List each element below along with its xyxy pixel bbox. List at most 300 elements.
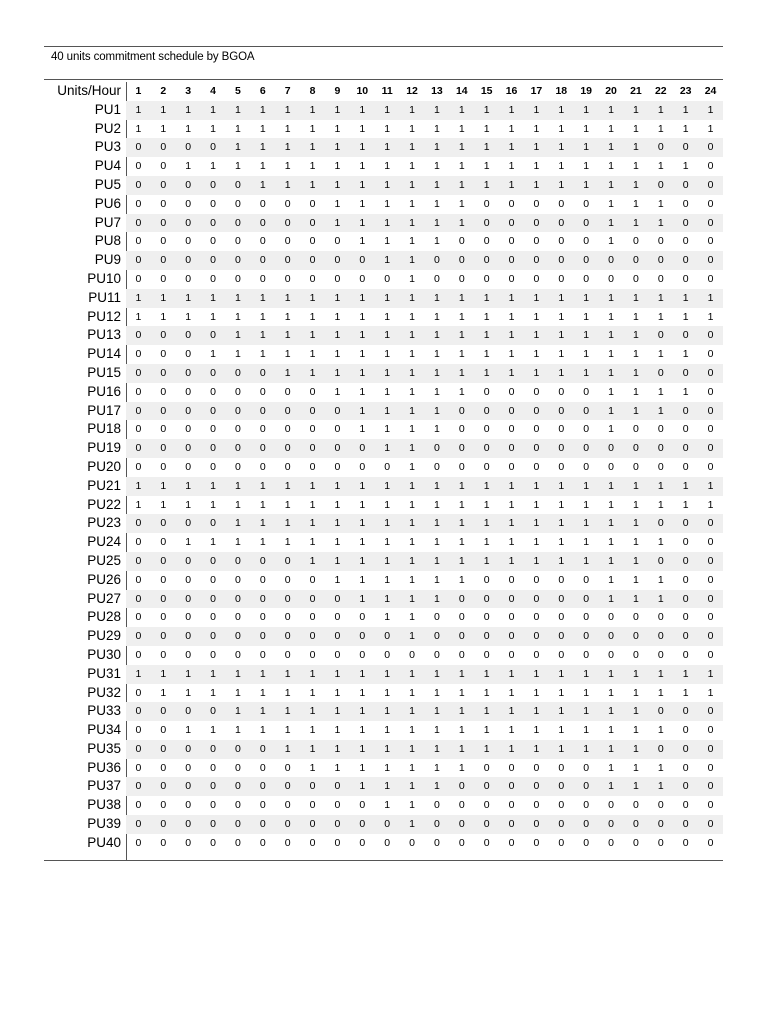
table-row (44, 571, 723, 590)
status-cell: 1 (599, 138, 624, 157)
status-cell: 0 (126, 402, 151, 421)
status-cell: 1 (210, 498, 216, 511)
status-cell: 1 (533, 724, 540, 737)
status-cell: 1 (350, 552, 375, 571)
status-cell: 1 (599, 364, 624, 383)
status-cell: 1 (574, 326, 599, 345)
status-cell: 1 (250, 702, 275, 721)
status-cell: 0 (284, 235, 291, 248)
status-cell: 0 (499, 214, 524, 233)
status-cell: 1 (633, 573, 639, 586)
status-cell: 1 (259, 536, 266, 549)
status-cell: 1 (275, 326, 300, 345)
status-cell: 1 (574, 477, 599, 496)
status-cell: 0 (176, 326, 201, 345)
status-cell: 1 (458, 573, 465, 586)
status-cell: 0 (533, 573, 540, 586)
status-cell: 1 (160, 498, 167, 511)
status-cell: 0 (449, 627, 474, 646)
status-cell: 0 (210, 799, 216, 812)
status-cell: 0 (210, 836, 216, 849)
status-cell: 1 (549, 740, 574, 759)
status-cell: 1 (624, 138, 649, 157)
status-cell: 0 (707, 761, 714, 774)
unit-label: PU7 (94, 214, 121, 230)
status-cell: 0 (375, 815, 400, 834)
status-cell: 1 (259, 348, 266, 361)
status-cell: 0 (524, 214, 549, 233)
status-cell: 0 (176, 402, 201, 421)
status-cell: 0 (425, 439, 450, 458)
status-cell: 0 (474, 627, 499, 646)
status-cell: 0 (508, 235, 515, 248)
status-cell: 0 (449, 815, 474, 834)
status-cell: 1 (483, 160, 490, 173)
status-cell: 1 (434, 235, 440, 248)
status-cell: 0 (151, 740, 176, 759)
status-cell: 0 (135, 197, 142, 210)
status-cell: 0 (707, 799, 714, 812)
status-cell: 1 (434, 573, 440, 586)
unit-label: PU35 (87, 740, 121, 756)
bottom-rule (44, 860, 723, 861)
status-cell: 0 (574, 777, 599, 796)
status-cell: 1 (449, 289, 474, 308)
status-cell: 0 (160, 272, 167, 285)
status-cell: 0 (673, 702, 698, 721)
status-cell: 1 (508, 498, 515, 511)
status-cell: 0 (409, 648, 415, 661)
hour-header: 5 (235, 85, 241, 97)
unit-label: PU13 (87, 327, 121, 343)
status-cell: 0 (151, 514, 176, 533)
status-cell: 1 (549, 514, 574, 533)
status-cell: 1 (558, 122, 565, 135)
status-cell: 0 (673, 176, 698, 195)
status-cell: 0 (583, 272, 590, 285)
status-cell: 1 (250, 289, 275, 308)
status-cell: 0 (210, 272, 216, 285)
status-cell: 1 (400, 364, 425, 383)
status-cell: 1 (400, 740, 425, 759)
status-cell: 0 (583, 385, 590, 398)
status-cell: 1 (350, 326, 375, 345)
status-cell: 0 (533, 836, 540, 849)
table-row (44, 590, 723, 609)
status-cell: 1 (458, 197, 465, 210)
status-cell: 1 (275, 138, 300, 157)
status-cell: 1 (483, 686, 490, 699)
status-cell: 1 (309, 160, 316, 173)
status-cell: 0 (499, 439, 524, 458)
status-cell: 0 (707, 235, 714, 248)
status-cell: 1 (624, 590, 649, 609)
hour-header: 3 (185, 85, 192, 97)
status-cell: 0 (226, 777, 251, 796)
unit-label: PU37 (87, 778, 121, 794)
status-cell: 1 (350, 214, 375, 233)
status-cell: 1 (400, 138, 425, 157)
header-row (44, 82, 723, 101)
status-cell: 0 (574, 590, 599, 609)
status-cell: 0 (300, 777, 325, 796)
status-cell: 0 (250, 402, 275, 421)
status-cell: 1 (250, 176, 275, 195)
status-cell: 1 (384, 197, 391, 210)
status-cell: 1 (375, 289, 400, 308)
status-cell: 1 (359, 122, 366, 135)
status-cell: 1 (574, 138, 599, 157)
status-cell: 1 (425, 101, 450, 120)
status-cell: 1 (235, 686, 241, 699)
table-row (44, 289, 723, 308)
status-cell: 0 (657, 272, 664, 285)
status-cell: 0 (176, 590, 201, 609)
unit-label: PU22 (87, 496, 121, 512)
status-cell: 1 (235, 348, 241, 361)
status-cell: 1 (350, 590, 375, 609)
status-cell: 0 (135, 536, 142, 549)
caption-rule (44, 79, 723, 80)
status-cell: 1 (483, 536, 490, 549)
hour-header: 10 (356, 85, 369, 97)
status-cell: 1 (574, 176, 599, 195)
unit-label: PU5 (94, 176, 121, 192)
status-cell: 0 (235, 460, 241, 473)
status-cell: 1 (474, 326, 499, 345)
status-cell: 0 (176, 740, 201, 759)
status-cell: 0 (284, 761, 291, 774)
status-cell: 1 (400, 477, 425, 496)
status-cell: 0 (334, 611, 341, 624)
status-cell: 0 (483, 460, 490, 473)
status-cell: 1 (508, 310, 515, 323)
table-row (44, 176, 723, 195)
status-cell: 1 (226, 101, 251, 120)
status-cell: 0 (583, 761, 590, 774)
hour-header: 13 (431, 85, 443, 97)
status-cell: 1 (425, 326, 450, 345)
status-cell: 1 (524, 740, 549, 759)
status-cell: 1 (350, 740, 375, 759)
status-cell: 0 (673, 815, 698, 834)
status-cell: 1 (483, 348, 490, 361)
status-cell: 1 (284, 348, 291, 361)
status-cell: 1 (300, 702, 325, 721)
status-cell: 1 (375, 176, 400, 195)
status-cell: 1 (250, 477, 275, 496)
status-cell: 0 (474, 214, 499, 233)
status-cell: 0 (384, 648, 391, 661)
status-cell: 1 (524, 364, 549, 383)
status-cell: 1 (409, 423, 415, 436)
status-cell: 1 (524, 176, 549, 195)
hour-header: 17 (530, 85, 543, 97)
status-cell: 0 (583, 235, 590, 248)
status-cell: 1 (359, 197, 366, 210)
status-cell: 1 (624, 326, 649, 345)
hour-header: 15 (480, 85, 493, 97)
status-cell: 1 (400, 627, 425, 646)
status-cell: 0 (160, 611, 167, 624)
unit-label: PU15 (87, 364, 121, 380)
status-cell: 0 (284, 460, 291, 473)
status-cell: 1 (698, 289, 723, 308)
status-cell: 1 (599, 777, 624, 796)
hour-header: 6 (259, 85, 266, 97)
table-row (44, 364, 723, 383)
unit-label: PU32 (87, 684, 121, 700)
status-cell: 1 (176, 665, 201, 684)
status-cell: 0 (608, 799, 614, 812)
status-cell: 1 (384, 310, 391, 323)
unit-label: PU6 (94, 195, 121, 211)
status-cell: 1 (425, 552, 450, 571)
status-cell: 0 (160, 160, 167, 173)
unit-label: PU21 (87, 477, 121, 493)
status-cell: 1 (434, 348, 440, 361)
status-cell: 0 (226, 402, 251, 421)
status-cell: 0 (334, 460, 341, 473)
status-cell: 0 (226, 439, 251, 458)
status-cell: 0 (325, 777, 350, 796)
status-cell: 0 (151, 815, 176, 834)
status-cell: 0 (483, 272, 490, 285)
status-cell: 0 (151, 364, 176, 383)
status-cell: 1 (524, 326, 549, 345)
status-cell: 1 (533, 686, 540, 699)
hour-header: 21 (630, 85, 642, 97)
status-cell: 1 (599, 552, 624, 571)
status-cell: 1 (483, 498, 490, 511)
status-cell: 1 (434, 761, 440, 774)
status-cell: 0 (474, 402, 499, 421)
status-cell: 0 (176, 777, 201, 796)
unit-label: PU38 (87, 797, 121, 813)
status-cell: 0 (309, 385, 316, 398)
status-cell: 0 (673, 552, 698, 571)
status-cell: 1 (549, 326, 574, 345)
status-cell: 0 (284, 836, 291, 849)
status-cell: 0 (698, 627, 723, 646)
status-cell: 1 (226, 289, 251, 308)
status-cell: 1 (599, 214, 624, 233)
status-cell: 0 (126, 777, 151, 796)
status-cell: 0 (325, 402, 350, 421)
status-cell: 1 (434, 423, 440, 436)
status-cell: 1 (434, 160, 440, 173)
status-cell: 1 (458, 122, 465, 135)
status-cell: 1 (425, 702, 450, 721)
status-cell: 0 (259, 235, 266, 248)
status-cell: 1 (176, 477, 201, 496)
status-cell: 1 (474, 702, 499, 721)
status-cell: 0 (682, 611, 689, 624)
table-row (44, 721, 723, 740)
status-cell: 0 (533, 423, 540, 436)
status-cell: 1 (400, 815, 425, 834)
status-cell: 1 (334, 348, 341, 361)
status-cell: 1 (275, 289, 300, 308)
status-cell: 1 (409, 573, 415, 586)
status-cell: 0 (657, 423, 664, 436)
status-cell: 1 (474, 552, 499, 571)
status-cell: 1 (185, 498, 192, 511)
status-cell: 0 (151, 702, 176, 721)
status-cell: 1 (583, 724, 590, 737)
status-cell: 0 (483, 611, 490, 624)
status-cell: 1 (384, 235, 391, 248)
status-cell: 1 (608, 761, 614, 774)
status-cell: 0 (259, 799, 266, 812)
status-cell: 0 (259, 648, 266, 661)
status-cell: 1 (499, 477, 524, 496)
status-cell: 0 (633, 611, 639, 624)
status-cell: 0 (309, 423, 316, 436)
status-cell: 0 (508, 799, 515, 812)
status-cell: 0 (648, 176, 673, 195)
status-cell: 1 (375, 702, 400, 721)
table-row (44, 627, 723, 646)
status-cell: 0 (160, 385, 167, 398)
status-cell: 1 (375, 740, 400, 759)
status-cell: 1 (458, 498, 465, 511)
status-cell: 1 (624, 101, 649, 120)
status-cell: 1 (325, 477, 350, 496)
status-cell: 0 (558, 235, 565, 248)
status-cell: 1 (549, 289, 574, 308)
status-cell: 0 (558, 573, 565, 586)
table-row (44, 270, 723, 289)
status-cell: 1 (359, 686, 366, 699)
table-body (44, 101, 723, 853)
status-cell: 0 (648, 326, 673, 345)
status-cell: 1 (449, 138, 474, 157)
status-cell: 0 (574, 402, 599, 421)
unit-label: PU9 (94, 252, 121, 268)
status-cell: 1 (508, 536, 515, 549)
status-cell: 1 (549, 477, 574, 496)
status-cell: 1 (624, 740, 649, 759)
status-cell: 1 (508, 160, 515, 173)
table-row (44, 514, 723, 533)
status-cell: 0 (235, 611, 241, 624)
status-cell: 1 (226, 514, 251, 533)
status-cell: 1 (201, 477, 226, 496)
status-cell: 0 (483, 573, 490, 586)
status-cell: 1 (499, 514, 524, 533)
status-cell: 0 (673, 326, 698, 345)
status-cell: 1 (284, 498, 291, 511)
status-cell: 1 (359, 573, 366, 586)
status-cell: 1 (549, 101, 574, 120)
status-cell: 1 (449, 364, 474, 383)
unit-label: PU4 (94, 158, 121, 174)
status-cell: 1 (657, 348, 664, 361)
status-cell: 0 (201, 552, 226, 571)
status-cell: 1 (250, 665, 275, 684)
status-cell: 0 (201, 251, 226, 270)
status-cell: 1 (384, 160, 391, 173)
table-row (44, 402, 723, 421)
status-cell: 0 (201, 214, 226, 233)
status-cell: 0 (483, 761, 490, 774)
status-cell: 0 (499, 627, 524, 646)
status-cell: 1 (608, 536, 614, 549)
status-cell: 0 (126, 627, 151, 646)
status-cell: 0 (201, 514, 226, 533)
status-cell: 0 (259, 272, 266, 285)
status-cell: 1 (624, 777, 649, 796)
status-cell: 1 (682, 348, 689, 361)
status-cell: 1 (624, 402, 649, 421)
status-cell: 0 (384, 460, 391, 473)
status-cell: 1 (400, 514, 425, 533)
status-cell: 1 (409, 536, 415, 549)
status-cell: 0 (275, 402, 300, 421)
status-cell: 1 (508, 724, 515, 737)
table-row (44, 815, 723, 834)
status-cell: 1 (474, 138, 499, 157)
status-cell: 1 (350, 101, 375, 120)
status-cell: 1 (524, 514, 549, 533)
status-cell: 1 (425, 665, 450, 684)
status-cell: 1 (384, 536, 391, 549)
status-cell: 0 (275, 627, 300, 646)
unit-label: PU23 (87, 515, 121, 531)
status-cell: 0 (201, 627, 226, 646)
status-cell: 1 (483, 310, 490, 323)
hour-header: 11 (381, 85, 393, 97)
table-row (44, 740, 723, 759)
status-cell: 1 (449, 514, 474, 533)
status-cell: 0 (458, 272, 465, 285)
status-cell: 0 (235, 272, 241, 285)
status-cell: 0 (474, 777, 499, 796)
status-cell: 0 (657, 799, 664, 812)
status-cell: 0 (160, 460, 167, 473)
status-cell: 0 (275, 439, 300, 458)
status-cell: 0 (210, 423, 216, 436)
status-cell: 1 (259, 122, 266, 135)
status-cell: 0 (325, 627, 350, 646)
status-cell: 1 (309, 686, 316, 699)
status-cell: 1 (375, 439, 400, 458)
status-cell: 1 (350, 777, 375, 796)
hour-header: 22 (654, 85, 667, 97)
status-cell: 1 (533, 348, 540, 361)
status-cell: 0 (574, 815, 599, 834)
status-cell: 1 (325, 552, 350, 571)
status-cell: 0 (226, 740, 251, 759)
status-cell: 1 (648, 402, 673, 421)
status-cell: 0 (151, 552, 176, 571)
status-cell: 1 (682, 122, 689, 135)
status-cell: 1 (608, 423, 614, 436)
status-cell: 1 (350, 138, 375, 157)
status-cell: 1 (608, 235, 614, 248)
status-cell: 1 (599, 590, 624, 609)
status-cell: 0 (259, 385, 266, 398)
status-cell: 0 (449, 402, 474, 421)
status-cell: 0 (533, 761, 540, 774)
table-row (44, 458, 723, 477)
status-cell: 0 (707, 423, 714, 436)
status-cell: 1 (458, 160, 465, 173)
table-row (44, 251, 723, 270)
status-cell: 1 (633, 536, 639, 549)
status-cell: 0 (185, 611, 192, 624)
